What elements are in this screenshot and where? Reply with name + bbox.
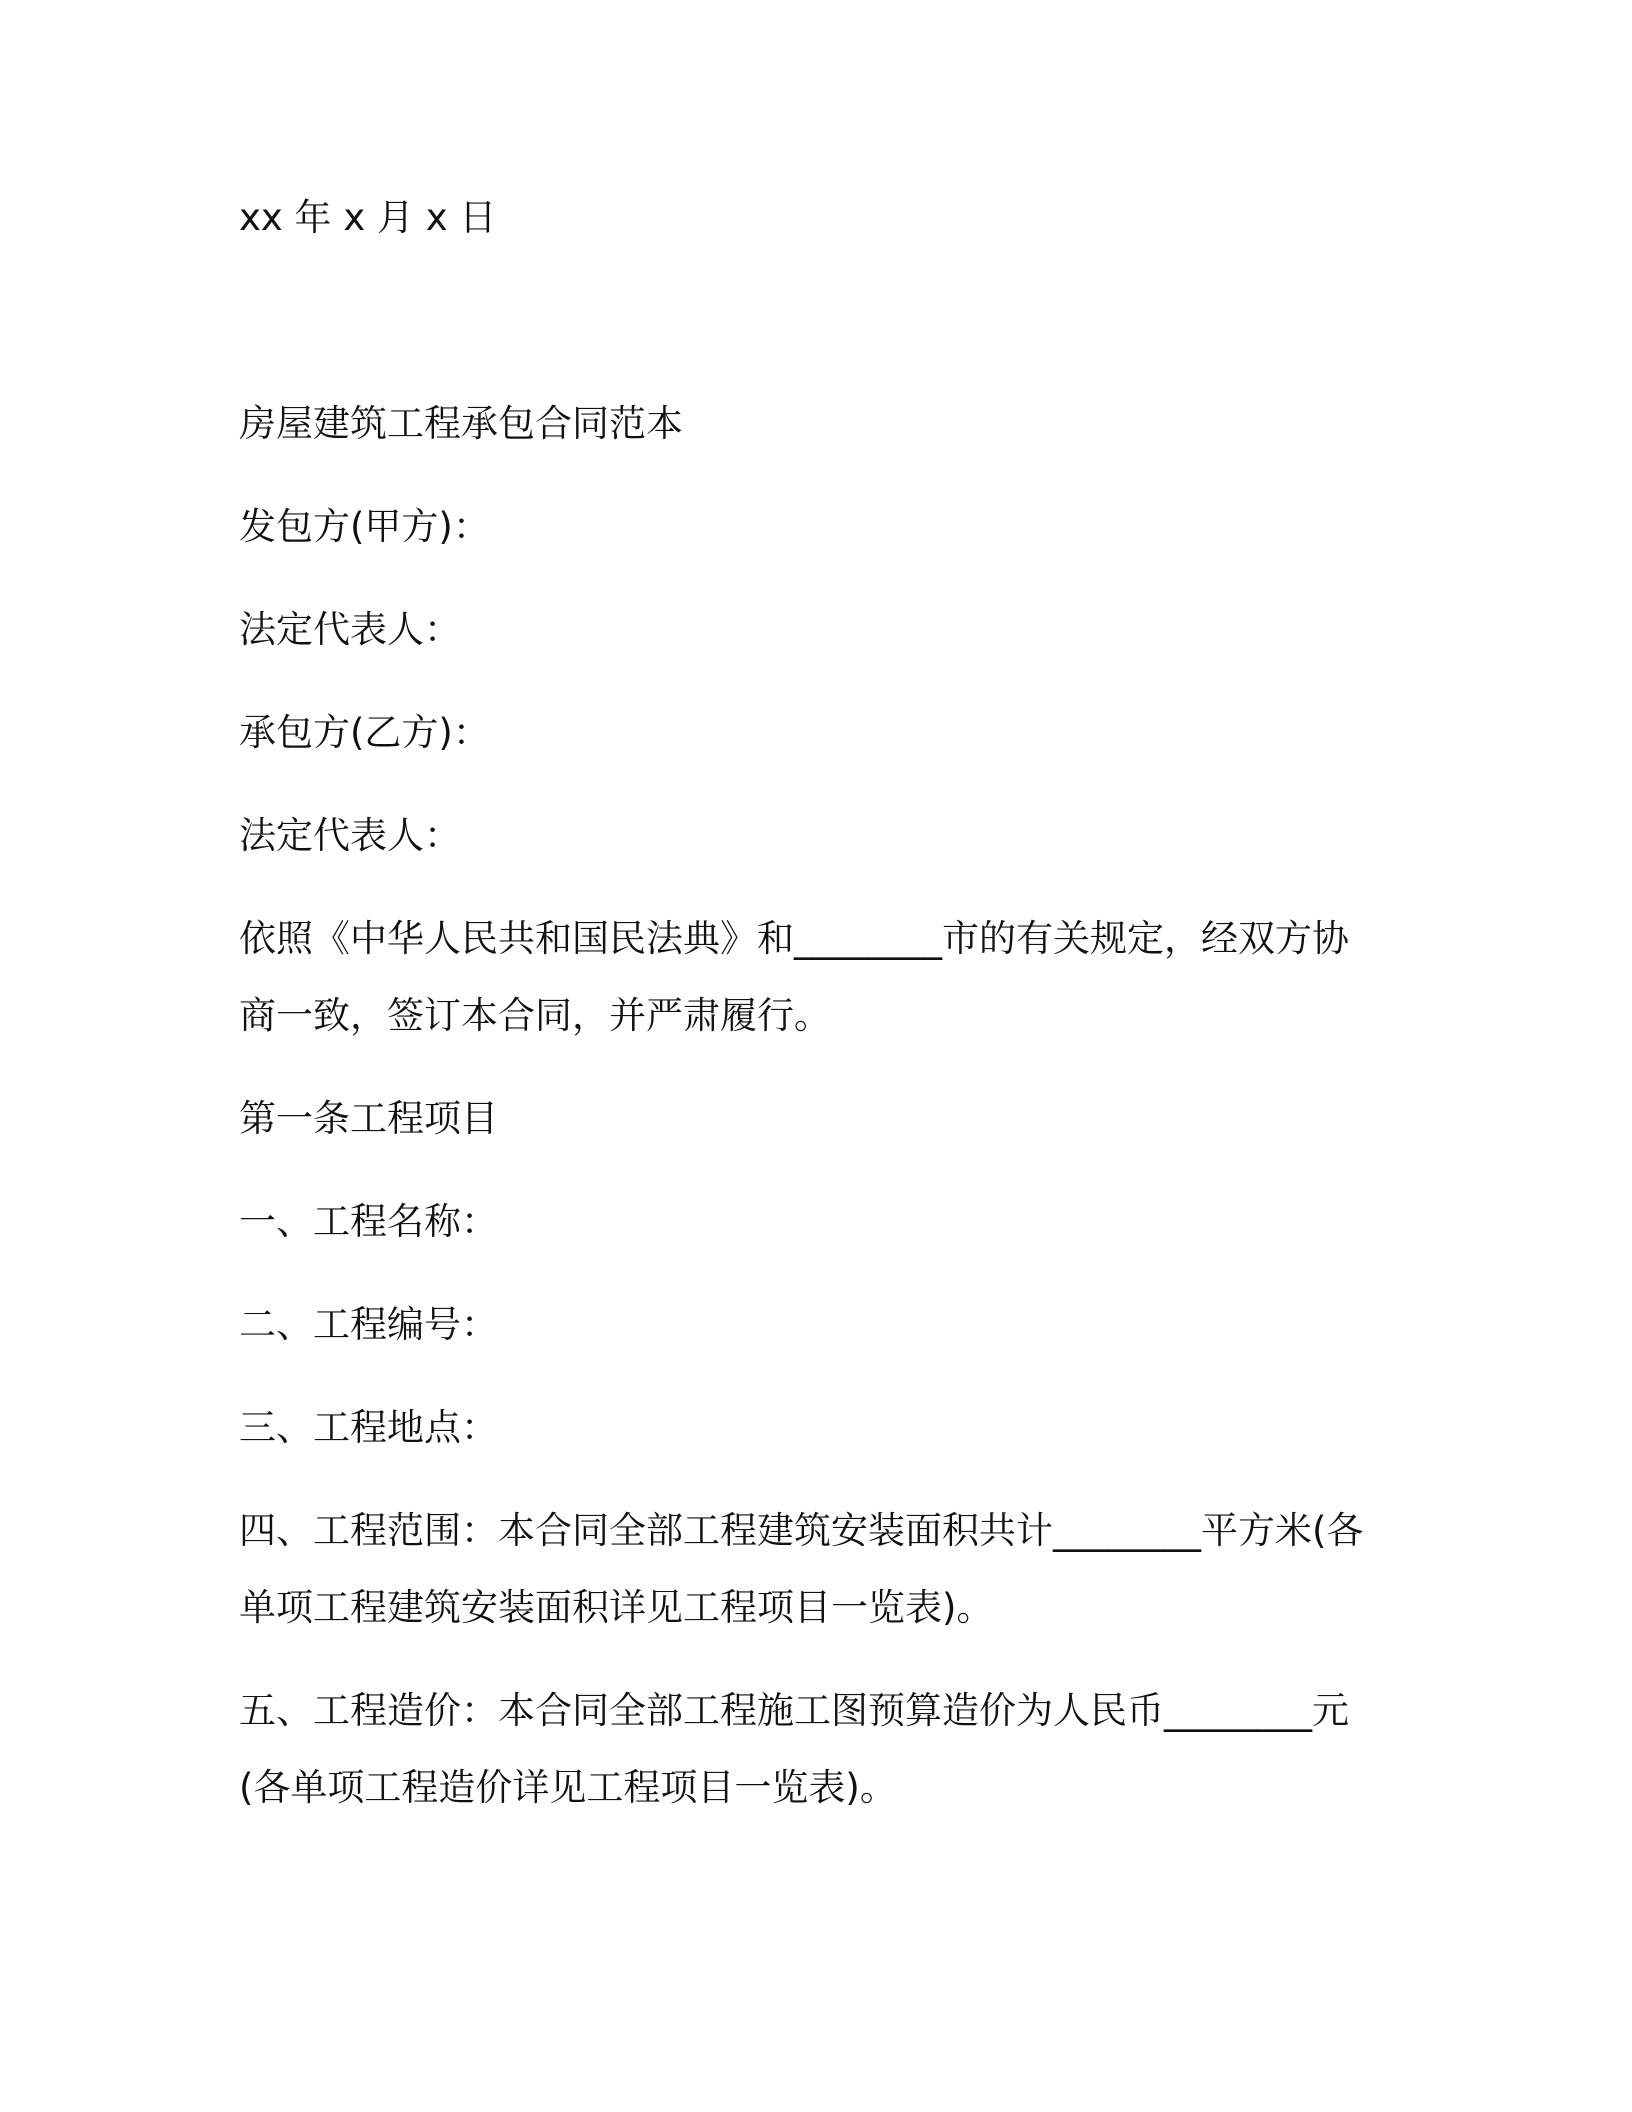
article-1-item-project-scope	[239, 1492, 1432, 1646]
employer-representative-label: 法定代表人：	[239, 608, 461, 651]
contractor-field	[239, 694, 1432, 771]
article-1-heading-block	[239, 1080, 1432, 1157]
article-item-line: 四、工程范围：本合同全部工程建筑安装面积共计________平方米(各	[239, 1509, 1364, 1552]
preamble-line: 商一致，签订本合同，并严肃履行。	[239, 994, 831, 1037]
article-1-item-project-name	[239, 1183, 1432, 1260]
document-title: 房屋建筑工程承包合同范本	[239, 402, 683, 445]
article-item-line: 二、工程编号：	[239, 1303, 498, 1346]
contractor-representative-field	[239, 797, 1432, 874]
document-date: xx 年 x 月 x 日	[239, 196, 497, 239]
article-item-line: (各单项工程造价详见工程项目一览表)。	[239, 1766, 897, 1809]
contractor-label: 承包方(乙方)：	[239, 711, 490, 754]
article-item-line: 五、工程造价：本合同全部工程施工图预算造价为人民币________元	[239, 1689, 1349, 1732]
preamble-paragraph	[239, 900, 1432, 1054]
article-item-line: 一、工程名称：	[239, 1200, 498, 1243]
article-1-heading: 第一条工程项目	[239, 1097, 498, 1140]
article-1-item-project-number	[239, 1286, 1432, 1363]
document-title-block	[239, 385, 1432, 462]
article-1-item-project-location	[239, 1389, 1432, 1466]
employer-representative-field	[239, 591, 1432, 668]
preamble-line: 依照《中华人民共和国民法典》和________市的有关规定，经双方协	[239, 917, 1349, 960]
employer-field	[239, 488, 1432, 565]
employer-label: 发包方(甲方)：	[239, 505, 490, 548]
contractor-representative-label: 法定代表人：	[239, 814, 461, 857]
article-item-line: 三、工程地点：	[239, 1406, 498, 1449]
article-item-line: 单项工程建筑安装面积详见工程项目一览表)。	[239, 1586, 994, 1629]
article-1-item-project-cost	[239, 1672, 1432, 1826]
